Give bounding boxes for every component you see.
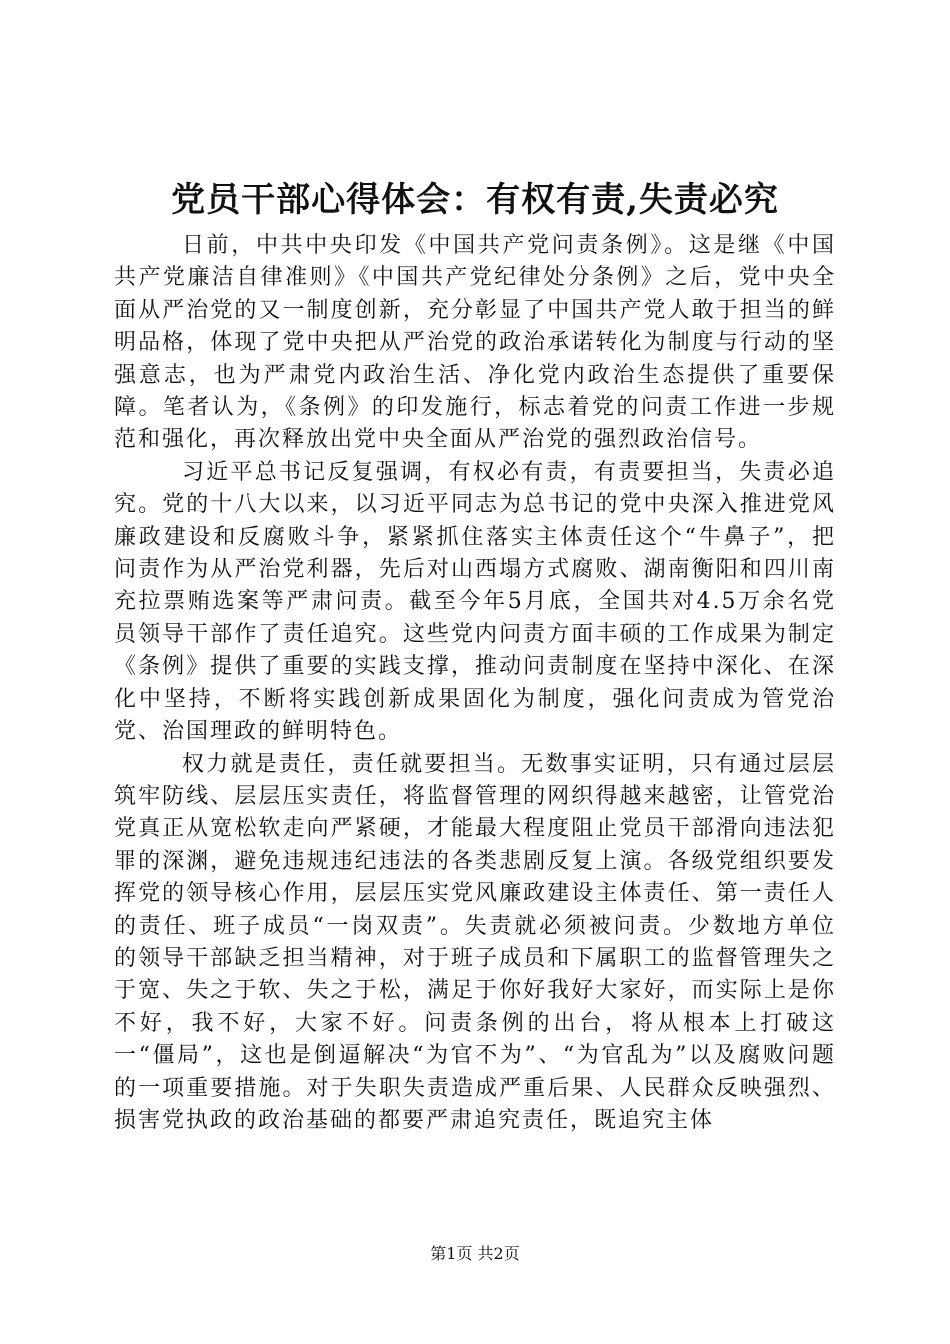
paragraph-2: 习近平总书记反复强调，有权必有责，有责要担当，失责必追究。党的十八大以来，以习近平同志为总书记的党中央深入推进党风廉政建设和反腐败斗争，紧紧抓住落实主体责任这个“牛鼻子”，把问责作为从严治党利器，先后对山西塌方式腐败、湖南衡阳和四川南充拉票贿选案等严肃问责。截至今年5月底，全国共对4.5万余名党员领导干部作了责任追究。这些党内问责方面丰硕的工作成果为制定《条例》提供了重要的实践支撑，推动问责制度在坚持中深化、在深化中坚持，不断将实践创新成果固化为制度，强化问责成为管党治党、治国理政的鲜明特色。 bbox=[114, 459, 836, 745]
document-title: 党员干部心得体会：有权有责,失责必究 bbox=[171, 180, 779, 220]
page-footer: 第1页 共2页 bbox=[430, 1244, 520, 1263]
document-body bbox=[114, 230, 836, 1137]
paragraph-3: 权力就是责任，责任就要担当。无数事实证明，只有通过层层筑牢防线、层层压实责任，将监督管理的网织得越来越密，让管党治党真正从宽松软走向严紧硬，才能最大程度阻止党员干部滑向违法犯罪的深渊，避免违规违纪违法的各类悲剧反复上演。各级党组织要发挥党的领导核心作用，层层压实党风廉政建设主体责任、第一责任人的责任、班子成员“一岗双责”。失责就必须被问责。少数地方单位的领导干部缺乏担当精神，对于班子成员和下属职工的监督管理失之于宽、失之于软、失之于松，满足于你好我好大家好，而实际上是你不好，我不好，大家不好。问责条例的出台，将从根本上打破这一“僵局”，这也是倒逼解决“为官不为”、“为官乱为”以及腐败问题的一项重要措施。对于失职失责造成严重后果、人民群众反映强烈、损害党执政的政治基础的都要严肃追究责任，既追究主体 bbox=[114, 751, 837, 1133]
paragraph-1: 日前，中共中央印发《中国共产党问责条例》。这是继《中国共产党廉洁自律准则》《中国共产党纪律处分条例》之后，党中央全面从严治党的又一制度创新，充分彰显了中国共产党人敢于担当的鲜明品格，体现了党中央把从严治党的政治承诺转化为制度与行动的坚强意志，也为严肃党内政治生活、净化党内政治生态提供了重要保障。笔者认为，《条例》的印发施行，标志着党的问责工作进一步规范和强化，再次释放出党中央全面从严治党的强烈政治信号。 bbox=[114, 233, 836, 453]
